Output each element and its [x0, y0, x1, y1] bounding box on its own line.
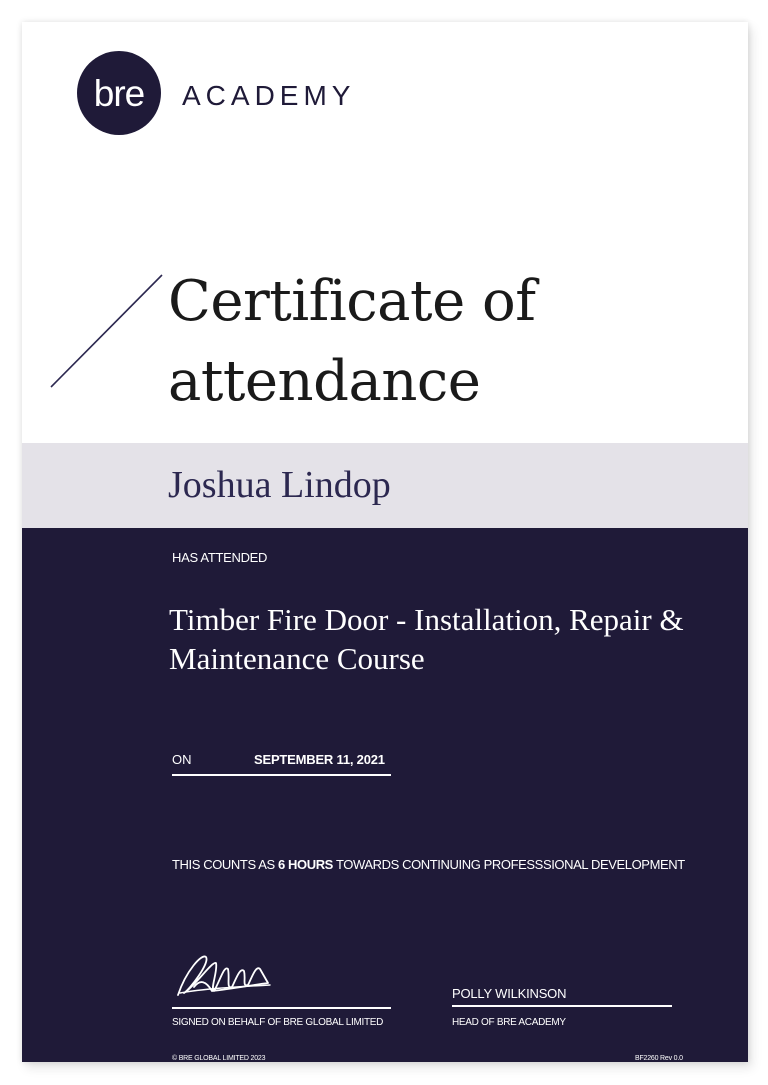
course-title: Timber Fire Door - Installation, Repair & Maintenance Course: [169, 602, 684, 676]
document-reference: BF2260 Rev 0.0: [635, 1055, 683, 1062]
cpd-suffix: TOWARDS CONTINUING PROFESSSIONAL DEVELOPMENT: [332, 857, 685, 872]
signature-line-left: [172, 943, 391, 1009]
recipient-band: [22, 443, 748, 528]
on-label: ON: [172, 752, 192, 767]
attendance-date: SEPTEMBER 11, 2021: [254, 752, 385, 767]
handwritten-signature: [172, 943, 282, 1003]
signature-line-right: [452, 983, 672, 1007]
copyright-notice: © BRE GLOBAL LIMITED 2023: [172, 1055, 266, 1062]
cpd-hours: 6 HOURS: [277, 857, 333, 872]
signed-on-behalf-caption: SIGNED ON BEHALF OF BRE GLOBAL LIMITED: [172, 1017, 384, 1028]
signer-role: HEAD OF BRE ACADEMY: [452, 1017, 566, 1028]
certificate-title: [168, 262, 535, 422]
title-line-2: attendance: [168, 349, 481, 414]
cpd-statement: [172, 857, 685, 872]
signer-name: POLLY WILKINSON: [452, 986, 567, 1001]
recipient-name: Joshua Lindop: [168, 464, 391, 506]
cpd-prefix: THIS COUNTS AS: [172, 857, 278, 872]
logo-mark-text: bre: [93, 72, 145, 114]
decorative-slash-line: [48, 272, 168, 392]
bre-logo-mark: [77, 51, 161, 135]
logo-wordmark: ACADEMY: [182, 80, 356, 111]
title-line-1: Certificate of: [168, 269, 536, 334]
has-attended-label: HAS ATTENDED: [172, 550, 268, 565]
date-row: [172, 752, 391, 776]
details-panel: [22, 528, 748, 1062]
certificate-page: [22, 22, 748, 1062]
